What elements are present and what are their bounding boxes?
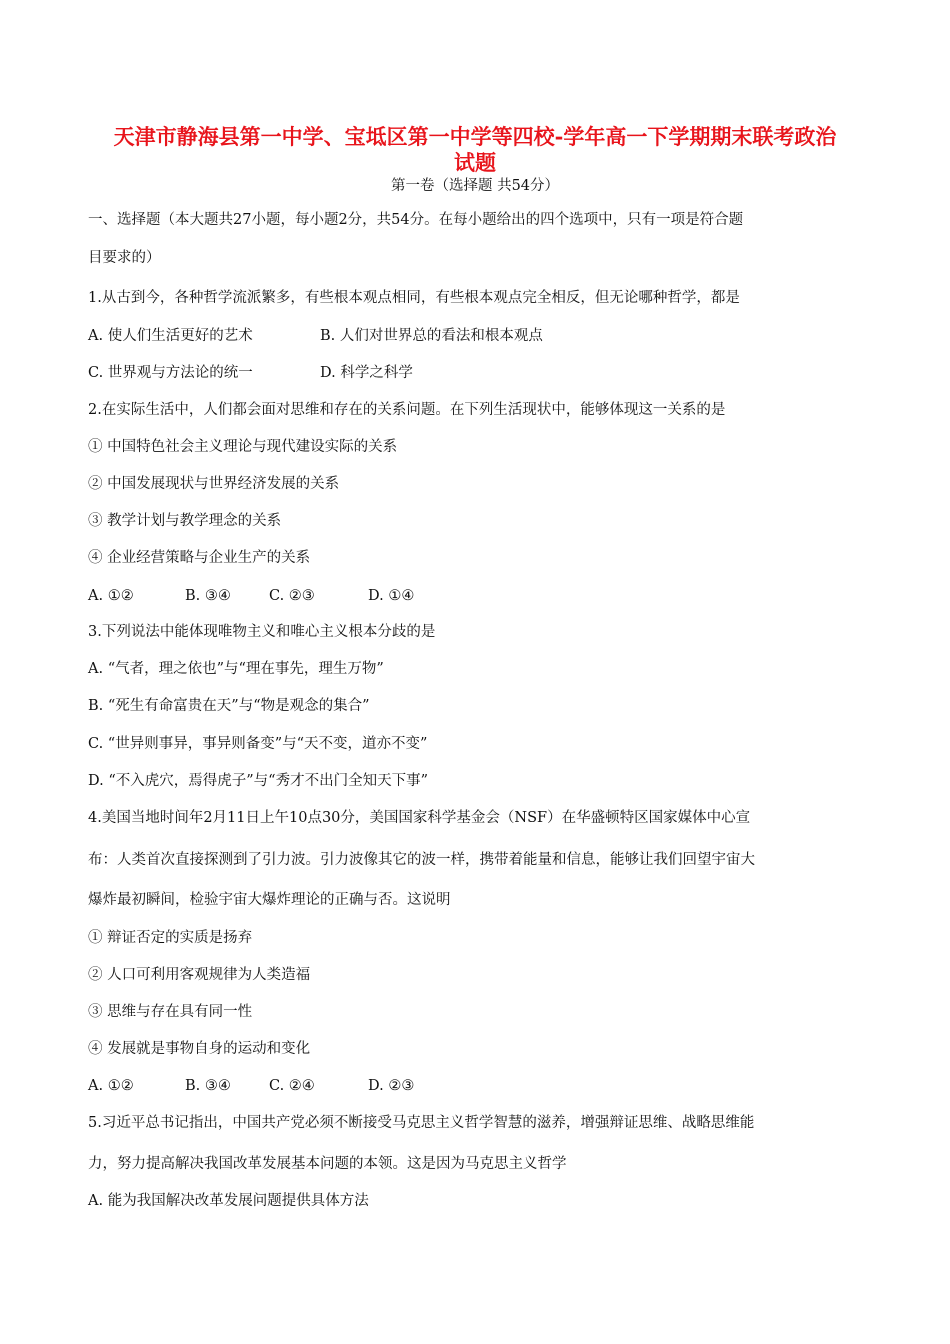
- question-4-item-1: ① 辩证否定的实质是扬弃: [88, 930, 253, 946]
- document-title-line-1: 天津市静海县第一中学、宝坻区第一中学等四校-学年高一下学期期末联考政治: [113, 124, 837, 149]
- question-4-option-a: A. ①②: [88, 1078, 134, 1094]
- question-3-option-b: B. “死生有命富贵在天”与“物是观念的集合”: [88, 698, 370, 714]
- question-2-item-3: ③ 教学计划与教学理念的关系: [88, 513, 282, 529]
- section-subtitle: 第一卷（选择题 共54分）: [390, 178, 560, 194]
- question-2-options: [88, 586, 414, 606]
- question-5-stem-line-1: 5.习近平总书记指出，中国共产党必须不断接受马克思主义哲学智慧的滋养，增强辩证思维、战略思维能: [88, 1115, 755, 1131]
- question-4-stem-line-3: 爆炸最初瞬间，检验宇宙大爆炸理论的正确与否。这说明: [88, 892, 451, 908]
- question-4-stem-line-2: 布：人类首次直接探测到了引力波。引力波像其它的波一样，携带着能量和信息，能够让我们回望宇宙大: [88, 852, 755, 868]
- question-4-option-b: B. ③④: [185, 1078, 231, 1094]
- section-instructions-line-2: 目要求的）: [88, 250, 161, 266]
- question-5-option-a: A. 能为我国解决改革发展问题提供具体方法: [88, 1193, 369, 1209]
- question-2-option-c: C. ②③: [269, 588, 315, 604]
- question-2-item-2: ② 中国发展现状与世界经济发展的关系: [88, 476, 340, 492]
- question-3-option-a: A. “气者，理之依也”与“理在事先，理生万物”: [88, 661, 384, 677]
- section-instructions-line-1: 一、选择题（本大题共27小题，每小题2分，共54分。在每小题给出的四个选项中，只有一项是符合题: [88, 212, 744, 228]
- question-2-item-4: ④ 企业经营策略与企业生产的关系: [88, 550, 311, 566]
- question-1-option-a: A. 使人们生活更好的艺术: [88, 328, 253, 344]
- question-4-options: [88, 1076, 414, 1096]
- question-4-option-d: D. ②③: [368, 1078, 415, 1094]
- question-1-options-row-1: [88, 326, 543, 346]
- question-4-item-3: ③ 思维与存在具有同一性: [88, 1004, 253, 1020]
- question-2-option-d: D. ①④: [368, 588, 415, 604]
- question-2-option-a: A. ①②: [88, 588, 134, 604]
- question-3-stem: 3.下列说法中能体现唯物主义和唯心主义根本分歧的是: [88, 624, 436, 640]
- question-4-item-4: ④ 发展就是事物自身的运动和变化: [88, 1041, 311, 1057]
- question-4-item-2: ② 人口可利用客观规律为人类造福: [88, 967, 311, 983]
- question-4-stem-line-1: 4.美国当地时间年2月11日上午10点30分，美国国家科学基金会（NSF）在华盛顿特区国家媒体中心宣: [88, 810, 751, 826]
- question-3-option-c: C. “世异则事异，事异则备变”与“天不变，道亦不变”: [88, 736, 428, 752]
- question-2-stem: 2.在实际生活中，人们都会面对思维和存在的关系问题。在下列生活现状中，能够体现这一关系的是: [88, 402, 726, 418]
- question-1-options-row-2: [88, 363, 413, 383]
- question-3-option-d: D. “不入虎穴，焉得虎子”与“秀才不出门全知天下事”: [88, 773, 428, 789]
- question-1-option-b: B. 人们对世界总的看法和根本观点: [320, 328, 543, 344]
- question-2-item-1: ① 中国特色社会主义理论与现代建设实际的关系: [88, 439, 398, 455]
- question-1-stem: 1.从古到今，各种哲学流派繁多，有些根本观点相同，有些根本观点完全相反，但无论哪种哲学，都是: [88, 290, 740, 306]
- document-title-line-2: 试题: [454, 150, 496, 175]
- question-1-option-c: C. 世界观与方法论的统一: [88, 365, 253, 381]
- question-2-option-b: B. ③④: [185, 588, 231, 604]
- question-5-stem-line-2: 力，努力提高解决我国改革发展基本问题的本领。这是因为马克思主义哲学: [88, 1156, 567, 1172]
- question-1-option-d: D. 科学之科学: [320, 365, 413, 381]
- question-4-option-c: C. ②④: [269, 1078, 315, 1094]
